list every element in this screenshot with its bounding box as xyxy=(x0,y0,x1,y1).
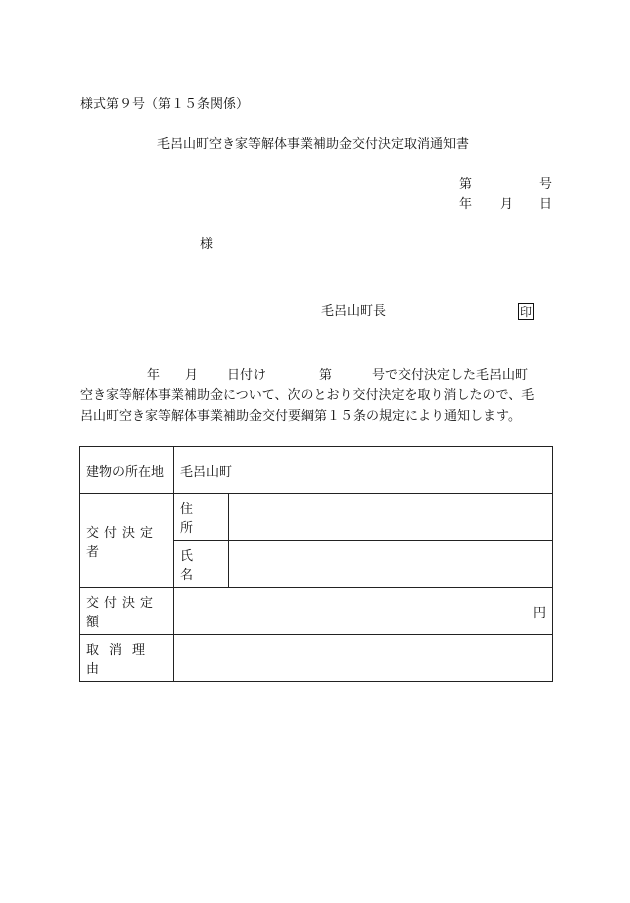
doc-number-suffix: 号 xyxy=(539,177,553,192)
amount-label: 交付決定額 xyxy=(80,588,174,635)
form-number: 様式第９号（第１５条関係） xyxy=(80,97,250,112)
document-title: 毛呂山町空き家等解体事業補助金交付決定取消通知書 xyxy=(157,137,470,152)
address-value xyxy=(229,494,553,541)
info-table xyxy=(79,446,553,682)
grantee-label: 交付決定者 xyxy=(80,494,174,588)
body-date-suffix: 日付け xyxy=(227,368,267,383)
body-line-1-rest: 号で交付決定した毛呂山町 xyxy=(372,368,529,383)
building-location-value: 毛呂山町 xyxy=(174,447,553,494)
table-row-grantee-address xyxy=(80,494,553,541)
name-label-2: 名 xyxy=(180,568,194,583)
seal-stamp: 印 xyxy=(519,304,532,319)
address-label-2: 所 xyxy=(180,521,194,536)
name-label xyxy=(174,541,229,588)
reason-value xyxy=(174,635,553,682)
body-number-prefix: 第 xyxy=(319,368,333,383)
address-label-1: 住 xyxy=(180,502,194,517)
date-day-unit: 日 xyxy=(539,197,553,212)
table-row-reason xyxy=(80,635,553,682)
table-row-building xyxy=(80,447,553,494)
building-location-label: 建物の所在地 xyxy=(80,447,174,494)
body-line-2: 空き家等解体事業補助金について、次のとおり交付決定を取り消したので、毛 xyxy=(80,388,535,403)
name-value xyxy=(229,541,553,588)
address-label xyxy=(174,494,229,541)
body-year-unit: 年 xyxy=(147,368,161,383)
table-row-amount xyxy=(80,588,553,635)
issuer-title: 毛呂山町長 xyxy=(321,304,387,319)
name-label-1: 氏 xyxy=(180,549,194,564)
doc-number-prefix: 第 xyxy=(459,177,473,192)
body-month-unit: 月 xyxy=(185,368,199,383)
date-year-unit: 年 xyxy=(459,197,473,212)
reason-label: 取消理由 xyxy=(80,635,174,682)
amount-unit: 円 xyxy=(174,588,553,635)
body-line-3: 呂山町空き家等解体事業補助金交付要綱第１５条の規定により通知します。 xyxy=(80,409,521,424)
recipient-honorific: 様 xyxy=(200,237,214,252)
date-month-unit: 月 xyxy=(500,197,514,212)
